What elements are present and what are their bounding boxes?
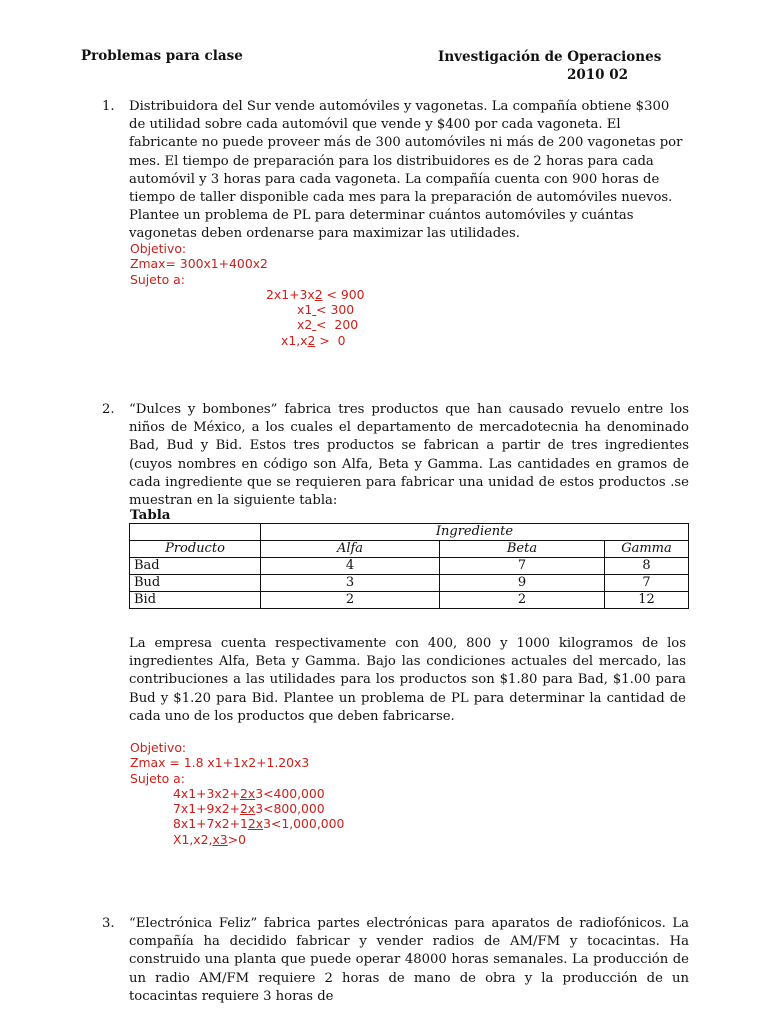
s1c2-a: x1: [297, 302, 313, 318]
header-right: [438, 48, 661, 84]
s2c3-b: 3<1,000,000: [263, 816, 345, 832]
s2c4-b: >0: [227, 831, 246, 847]
s2c2-u: 2x: [239, 801, 256, 817]
table-row: [130, 558, 689, 575]
solution-1-zmax: Zmax= 300x1+400x2: [130, 256, 268, 272]
table-row: [130, 575, 689, 592]
table-col-gamma: Gamma: [605, 541, 689, 558]
solution-1-constraint-2: [130, 302, 365, 317]
solution-2-zmax: Zmax = 1.8 x1+1x2+1.20x3: [130, 755, 310, 771]
s2c1-b: 3<400,000: [255, 785, 325, 801]
cell-producto: Bad: [130, 558, 261, 575]
solution-1-sujeto: Sujeto a:: [130, 271, 185, 287]
table-header-row-1: [130, 524, 689, 541]
cell-gamma: 8: [605, 558, 689, 575]
solution-1-constraint-1: [130, 287, 365, 302]
table-header-row-2: [130, 541, 689, 558]
problem-3-text: “Electrónica Feliz” fabrica partes electrónicas para aparatos de radiofónicos. La compañía ha decidido fabricar y vender radios de AM/FM y tocacintas. Ha construido una planta que puede operar 48000 horas semanales. La producción de un radio AM/FM requiere 2 horas de mano de obra y la producción de un tocacintas requiere 3 horas de: [129, 916, 689, 1004]
s1c1-b: < 900: [322, 286, 365, 302]
table-col-beta: Beta: [440, 541, 605, 558]
s2c1-a: 4x1+3x2+: [173, 785, 240, 801]
cell-producto: Bid: [130, 592, 261, 609]
solution-2: [130, 740, 344, 847]
solution-2-constraint-2: [130, 801, 344, 816]
problem-2-number: 2.: [102, 402, 115, 417]
course-title: Investigación de Operaciones: [438, 49, 662, 65]
s1c3-b: < 200: [316, 317, 359, 333]
tabla-label: Tabla: [130, 507, 171, 523]
course-term: 2010 02: [566, 67, 628, 83]
table-col-producto: Producto: [130, 541, 261, 558]
s2c4-u: x3: [212, 831, 228, 847]
cell-alfa: 3: [261, 575, 440, 592]
cell-gamma: 7: [605, 575, 689, 592]
solution-1-constraint-4: [130, 333, 365, 348]
s2c3-u: 2x: [247, 816, 264, 832]
table-col-alfa: Alfa: [261, 541, 440, 558]
s1c4-b: > 0: [315, 332, 346, 348]
cell-beta: 7: [440, 558, 605, 575]
problem-1: [102, 98, 689, 244]
problem-3: [102, 915, 689, 1006]
problem-2: [102, 401, 689, 510]
problem-2-text: “Dulces y bombones” fabrica tres productos que han causado revuelo entre los niños de México, a los cuales el departamento de mercadotecnia ha denominado Bad, Bud y Bid. Estos tres productos se fabrican a partir de tres ingredientes (cuyos nombres en código son Alfa, Beta y Gamma. Las cantidades en gramos de cada ingrediente que se requieren para fabricar una unidad de estos productos .se muestran en la siguiente tabla:: [129, 402, 689, 509]
s1c1-u: 2: [314, 286, 323, 302]
s1c3-a: x2: [297, 317, 313, 333]
s2c2-b: 3<800,000: [255, 801, 325, 817]
cell-gamma: 12: [605, 592, 689, 609]
ingredient-table: [129, 523, 689, 609]
table-group-header: Ingrediente: [261, 524, 689, 541]
cell-alfa: 2: [261, 592, 440, 609]
solution-1-constraint-3: [130, 317, 365, 332]
solution-2-sujeto: Sujeto a:: [130, 770, 185, 786]
s1c2-b: < 300: [316, 302, 355, 318]
solution-2-constraint-3: [130, 816, 344, 831]
s1c1-a: 2x1+3x: [266, 286, 315, 302]
problem-3-number: 3.: [102, 916, 115, 931]
s1c4-u: 2: [307, 332, 316, 348]
solution-1-objetivo: Objetivo:: [130, 241, 187, 256]
solution-1: [130, 241, 365, 348]
header-left: Problemas para clase: [81, 48, 243, 64]
solution-2-constraint-1: [130, 786, 344, 801]
s2c4-a: X1,x2,: [173, 831, 213, 847]
solution-2-constraint-4: [130, 832, 344, 847]
cell-beta: 2: [440, 592, 605, 609]
cell-beta: 9: [440, 575, 605, 592]
table-row: [130, 592, 689, 609]
solution-2-objetivo: Objetivo:: [130, 740, 187, 755]
problem-2-continuation: La empresa cuenta respectivamente con 400, 800 y 1000 kilogramos de los ingredientes Alfa, Beta y Gamma. Bajo las condiciones actuales del mercado, las contribuciones a las utilidades para los productos son $1.80 para Bad, $1.00 para Bud y $1.20 para Bid. Plantee un problema de PL para determinar la cantidad de cada uno de los productos que deben fabricarse.: [129, 636, 686, 724]
cell-alfa: 4: [261, 558, 440, 575]
s2c2-a: 7x1+9x2+: [173, 801, 240, 817]
s2c3-a: 8x1+7x2+1: [173, 816, 248, 832]
table-corner: [130, 524, 261, 541]
s2c1-u: 2x: [239, 785, 256, 801]
problem-1-number: 1.: [102, 99, 115, 114]
s1c4-a: x1,x: [281, 332, 308, 348]
cell-producto: Bud: [130, 575, 261, 592]
problem-1-text: Distribuidora del Sur vende automóviles y vagonetas. La compañía obtiene $300 de utilidad sobre cada automóvil que vende y $400 por cada vagoneta. El fabricante no puede proveer más de 300 automóviles ni más de 200 vagonetas por mes. El tiempo de preparación para los distribuidores es de 2 horas para cada automóvil y 3 horas para cada vagoneta. La compañía cuenta con 900 horas de tiempo de taller disponible cada mes para la preparación de automóviles nuevos. Plantee un problema de PL para determinar cuántos automóviles y cuántas vagonetas deben ordenarse para maximizar las utilidades.: [129, 99, 683, 242]
